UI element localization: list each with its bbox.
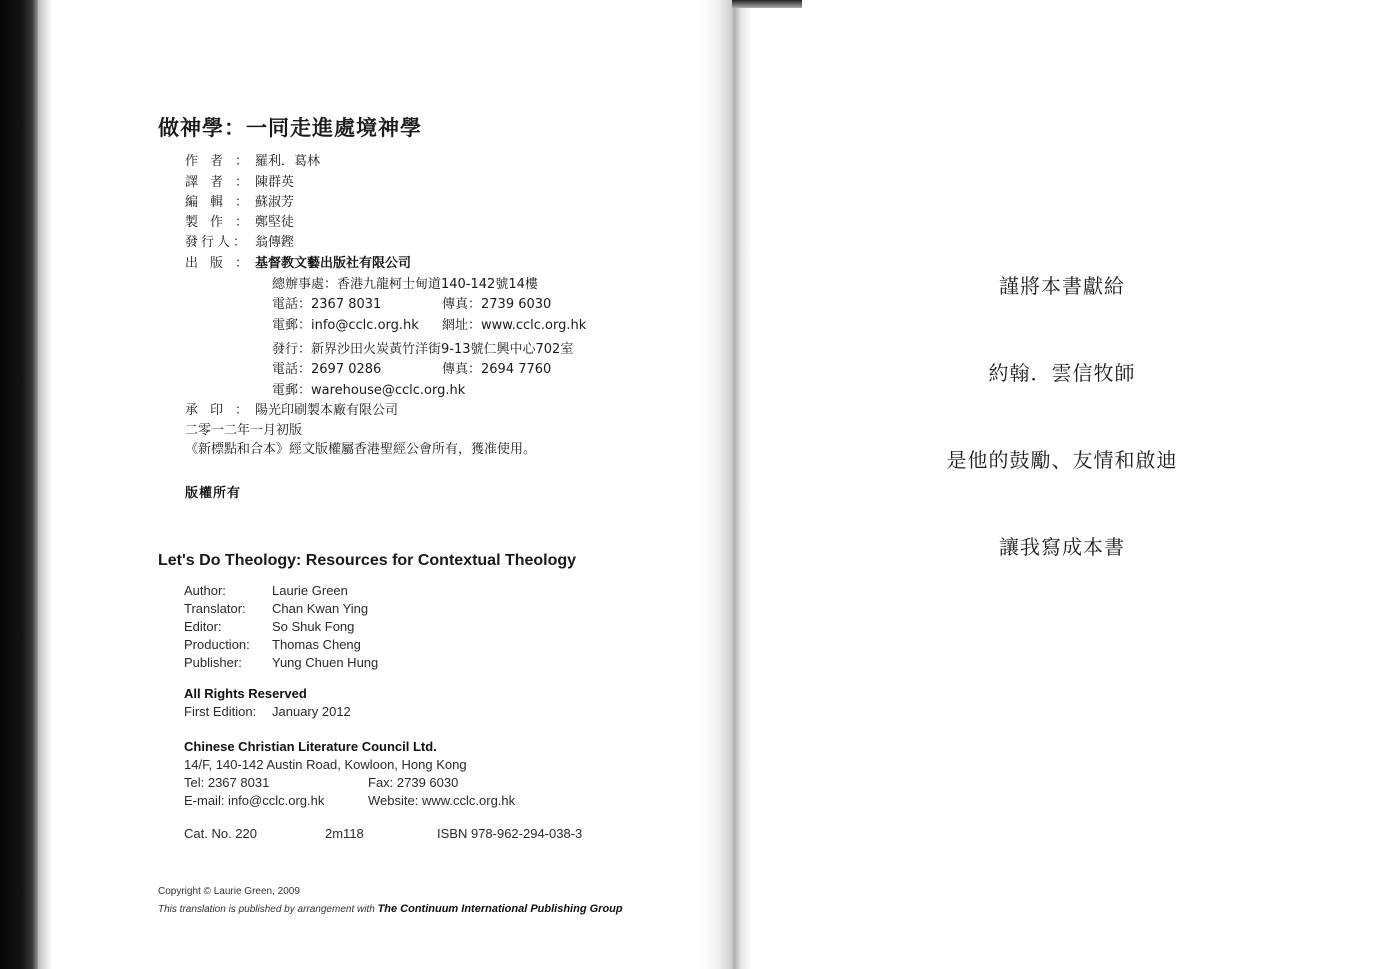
isbn: ISBN 978-962-294-038-3 [437,826,583,841]
publisher-address-en: 14/F, 140-142 Austin Road, Kowloon, Hong Kong [184,757,467,772]
credit-label: 出版： [185,256,261,271]
en-credit-value: Yung Chuen Hung [272,655,379,670]
credit-value: 陽光印刷製本廠有限公司 [255,403,399,418]
credit-printer [185,401,398,421]
credit-author [185,152,320,172]
office-tel: 電話：2367 8031 [272,297,382,312]
en-credit-value: Chan Kwan Ying [272,601,369,616]
credit-value: 鄭堅徒 [255,215,295,230]
dedication-line: 是他的鼓勵、友情和啟迪 [946,448,1178,472]
office-email: 電郵：info@cclc.org.hk [272,318,419,333]
credit-translator [185,173,294,193]
bible-copyright-note: 《新標點和合本》經文版權屬香港聖經公會所有，獲准使用。 [185,442,537,457]
distribution-contact-row [272,360,552,380]
credit-publisher [185,254,411,274]
credit-label: 作者： [185,154,261,169]
distribution-fax: 傳真：2694 7760 [442,362,552,377]
dedication-line: 讓我寫成本書 [999,535,1125,559]
publisher-online-row [184,792,515,810]
chinese-book-title: 做神學：一同走進處境神學 [158,116,422,140]
en-credit-label: Editor: [184,619,222,634]
copyright-page [52,0,700,969]
credit-publisher-person [185,233,294,253]
en-credit-label: Publisher: [184,655,242,670]
catalog-row [184,825,582,843]
office-address: 總辦事處：香港九龍柯士甸道140-142號14樓 [272,277,538,292]
credit-production [185,213,294,233]
credit-editor [185,193,294,213]
distribution-address: 發行：新界沙田火炭黃竹洋街9-13號仁興中心702室 [272,342,574,357]
page-edge-shadow [38,0,52,969]
copyright-line: Copyright © Laurie Green, 2009 [158,886,300,897]
first-edition-label: First Edition: [184,704,257,719]
en-credit-value: Thomas Cheng [272,637,361,652]
en-credit-publisher [184,654,378,672]
en-credit-value: So Shuk Fong [272,619,355,634]
office-contact-row [272,295,552,315]
dedication-line: 謹將本書獻給 [999,274,1125,298]
publisher-email: E-mail: info@cclc.org.hk [184,793,325,808]
publisher-name-en: Chinese Christian Literature Council Ltd. [184,739,437,754]
catalog-number: Cat. No. 220 [184,826,257,841]
en-credit-label: Production: [184,637,250,652]
arrangement-publisher: The Continuum International Publishing Group [377,903,623,915]
en-credit-label: Author: [184,583,226,598]
rights-reserved-zh: 版權所有 [185,486,242,501]
en-credit-production [184,636,361,654]
office-web: 網址：www.cclc.org.hk [442,318,587,333]
credit-label: 編輯： [185,195,261,210]
print-code: 2m118 [325,826,364,841]
credit-label: 譯者： [185,175,261,190]
arrangement-line [158,903,623,915]
book-spine-shadow [0,0,38,969]
credit-value: 陳群英 [255,175,295,190]
en-credit-value: Laurie Green [272,583,348,598]
credit-value: 蘇淑芳 [255,195,295,210]
en-credit-label: Translator: [184,601,246,616]
edition-zh: 二零一二年一月初版 [185,423,303,438]
publisher-tel: Tel: 2367 8031 [184,775,270,790]
distribution-tel: 電話：2697 0286 [272,362,382,377]
publisher-fax: Fax: 2739 6030 [368,775,459,790]
dedication-page [752,0,1400,969]
office-fax: 傳真：2739 6030 [442,297,552,312]
credit-label: 製作： [185,215,261,230]
first-edition-value: January 2012 [272,704,351,719]
book-gutter [700,0,752,969]
dedication-line: 約翰．雲信牧師 [988,361,1136,385]
en-credit-author [184,582,348,600]
credit-label: 發行人： [185,235,250,250]
credit-label: 承印： [185,403,261,418]
office-online-row [272,316,587,336]
publisher-website: Website: www.cclc.org.hk [368,793,516,808]
arrangement-prefix: This translation is published by arrangement with [158,904,375,915]
publisher-phone-row [184,774,458,792]
en-credit-translator [184,600,368,618]
credit-value: 基督教文藝出版社有限公司 [255,256,412,271]
rights-reserved-en: All Rights Reserved [184,686,307,701]
en-credit-editor [184,618,354,636]
distribution-email: 電郵：warehouse@cclc.org.hk [272,383,466,398]
credit-value: 翁傳鏗 [255,235,295,250]
credit-value: 羅利．葛林 [255,154,321,169]
first-edition [184,703,351,721]
english-book-title: Let's Do Theology: Resources for Contextual Theology [158,552,577,569]
